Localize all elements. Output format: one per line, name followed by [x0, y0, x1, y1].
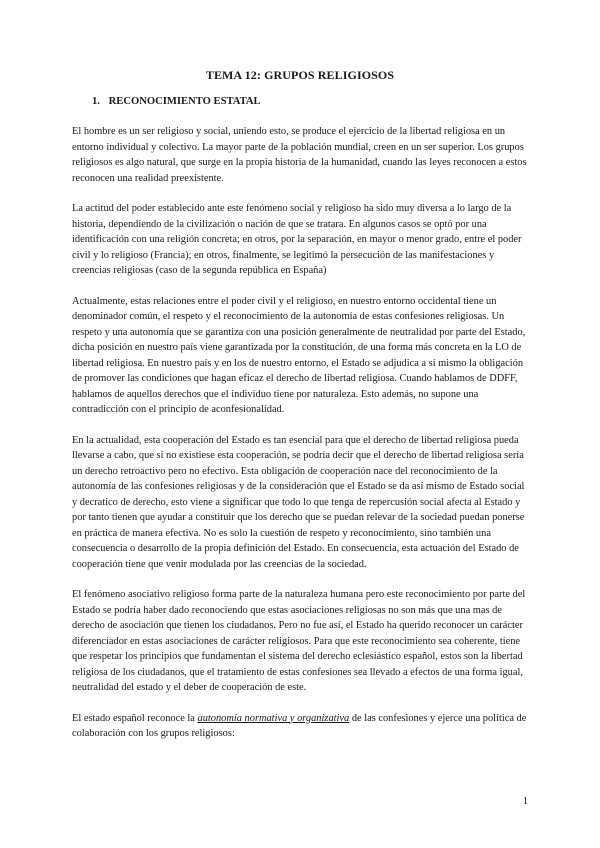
paragraph: El hombre es un ser religioso y social, uniendo esto, se produce el ejercicio de la libertad religiosa en un entorno individual y colectivo. La mayor parte de la población mundial, creen en un ser superior. Los grupos religiosos es algo natural, que surge en la propia historia de la humanidad, cuando las leyes reconocen a estos reconocen una realidad preexistente. [72, 126, 527, 184]
document-title: TEMA 12: GRUPOS RELIGIOSOS [205, 68, 395, 82]
paragraph: Actualmente, estas relaciones entre el poder civil y el religioso, en nuestro entorno occidental tiene un denominador común, el respeto y el reconocimiento de la autonomía de estas confesiones religiosas. Un respeto y una autonomía que se garantiza con una posición generalmente de neutralidad por parte del Estado, dicha posición en nuestro país viene garantizada por la constitución, de una forma más concreta en la LO de libertad religiosa. En nuestro país y en los de nuestro entorno, el Estado se adjudica a sí mismo la obligación de promover las condiciones que hagan eficaz el derecho de libertad religiosa. Cuando hablamos de DDFF, hablamos de aquellos derechos que el individuo tiene por naturaleza. Esto además, no supone una contradicción con el principio de aconfesionalidad. [72, 295, 526, 415]
section-heading-text: RECONOCIMIENTO ESTATAL [108, 95, 261, 107]
paragraph-last-before: El estado español reconoce la [72, 712, 198, 724]
paragraph: El fenómeno asociativo religioso forma parte de la naturaleza humana pero este reconocimiento por parte del Estado se podría haber dado reconociendo que estas asociaciones religiosas no son más que una mas de derecho de asociación que tienen los ciudadanos. Pero no fue así, el Estado ha querido reconocer un carácter diferenciador en estas asociaciones de carácter religiosos. Para que este reconocimiento sea coherente, tiene que respetar los principios que fundamentan el sistema del derecho eclesiástico español, estos son la libertad religiosa de los ciudadanos, que el tratamiento de estas confesiones sea llevado a efectos de una forma igual, neutralidad del estado y el deber de cooperación de este. [72, 589, 526, 693]
paragraph-last [72, 711, 528, 742]
paragraph: La actitud del poder establecido ante este fenómeno social y religioso ha sido muy diversa a lo largo de la historia, dependiendo de la civilización o nación de que se tratara. En algunos casos se optó por una identificación con una religión concreta; en otros, por la separación, en mayor o menor grado, entre el poder civil y lo religioso (Francia); en otros, finalmente, se legitimó la persecución de las manifestaciones y creencias religiosas (caso de la segunda república en España) [72, 203, 522, 276]
page-number: 1 [522, 796, 528, 807]
paragraph: En la actualidad, esta cooperación del Estado es tan esencial para que el derecho de libertad religiosa pueda llevarse a cabo, que si no existiese esta cooperación, se podría decir que el derecho de libertad religiosa sería un derecho retroactivo pero no efectivo. Esta obligación de cooperación nace del reconocimiento de la autonomía de las confesiones religiosas y de la consideración que el Estado se da así mismo de Estado social y decratico de derecho, esto viene a significar que todo lo que tenga de repercusión social afecta al Estado y por tanto tienen que ayudar a constituir que los derecho que se puedan relevar de la sociedad puedan ponerse en práctica de manera efectiva. No es solo la cuestión de respeto y reconocimiento, sino también una consecuencia o desarrollo de la propia definición del Estado. En consecuencia, esta actuación del Estado de cooperación tiene que venir modulada por las creencias de la sociedad. [72, 434, 525, 570]
document-body [72, 68, 528, 757]
emphasis-text: autonomía normativa y organizativa [197, 712, 350, 724]
section-number: 1. [92, 95, 100, 107]
section-heading [92, 94, 528, 110]
paragraph-last-after: de las confesiones y ejerce una política de colaboración con los grupos religiosos: [72, 712, 527, 739]
